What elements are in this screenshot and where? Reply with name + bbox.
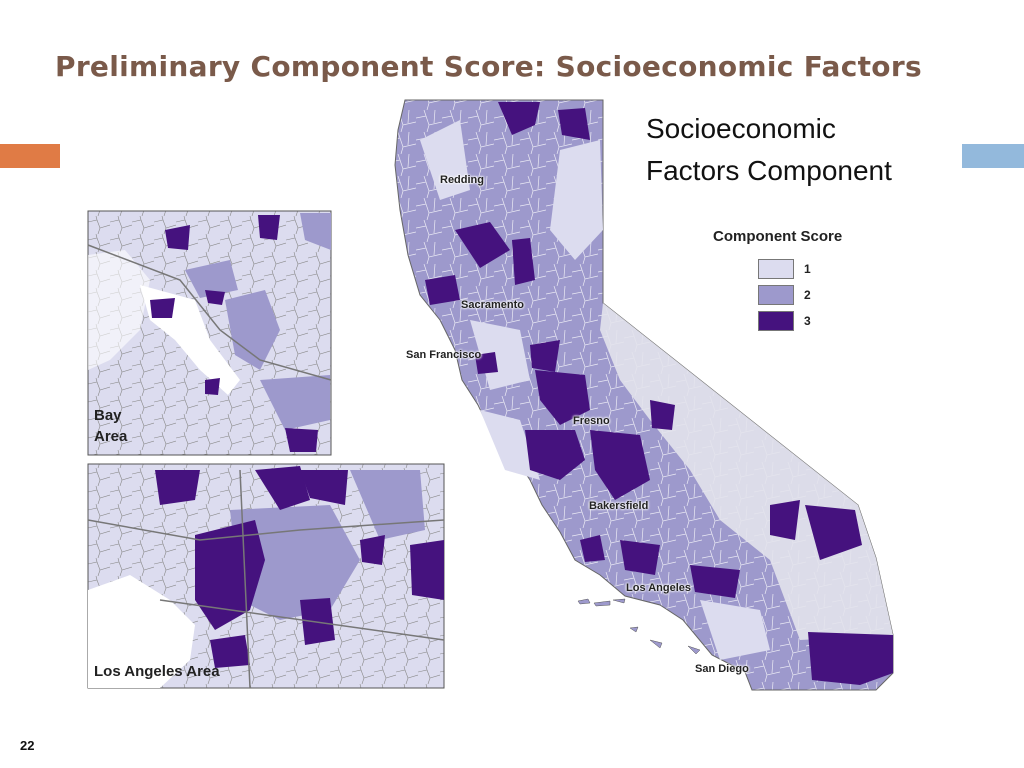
city-label-sacramento: Sacramento bbox=[461, 299, 524, 311]
la-area-inset-label: Los Angeles Area bbox=[94, 663, 220, 680]
map-heading bbox=[646, 108, 892, 192]
legend-swatch-1 bbox=[758, 259, 794, 279]
city-label-los-angeles: Los Angeles bbox=[626, 582, 691, 594]
legend-label-2: 2 bbox=[804, 288, 811, 302]
bay-area-inset-label bbox=[94, 405, 127, 447]
page-number: 22 bbox=[20, 738, 35, 753]
legend-item bbox=[758, 308, 811, 334]
bay-area-label-line2: Area bbox=[94, 428, 128, 445]
legend-swatch-3 bbox=[758, 311, 794, 331]
slide-title: Preliminary Component Score: Socioeconomic Factors bbox=[55, 50, 922, 83]
legend-label-1: 1 bbox=[804, 262, 811, 276]
city-label-san-francisco: San Francisco bbox=[406, 349, 482, 361]
city-label-fresno: Fresno bbox=[573, 415, 610, 427]
los-angeles-inset bbox=[88, 464, 444, 688]
legend-item bbox=[758, 282, 811, 308]
city-label-bakersfield: Bakersfield bbox=[589, 500, 649, 512]
legend bbox=[758, 256, 811, 334]
legend-title: Component Score bbox=[713, 228, 843, 245]
legend-item bbox=[758, 256, 811, 282]
map-heading-line1: Socioeconomic bbox=[646, 113, 836, 144]
map-heading-line2: Factors Component bbox=[646, 155, 892, 186]
legend-swatch-2 bbox=[758, 285, 794, 305]
bay-area-label-line1: Bay bbox=[94, 407, 122, 424]
city-label-redding: Redding bbox=[440, 174, 484, 186]
city-label-san-diego: San Diego bbox=[695, 663, 749, 675]
legend-label-3: 3 bbox=[804, 314, 811, 328]
